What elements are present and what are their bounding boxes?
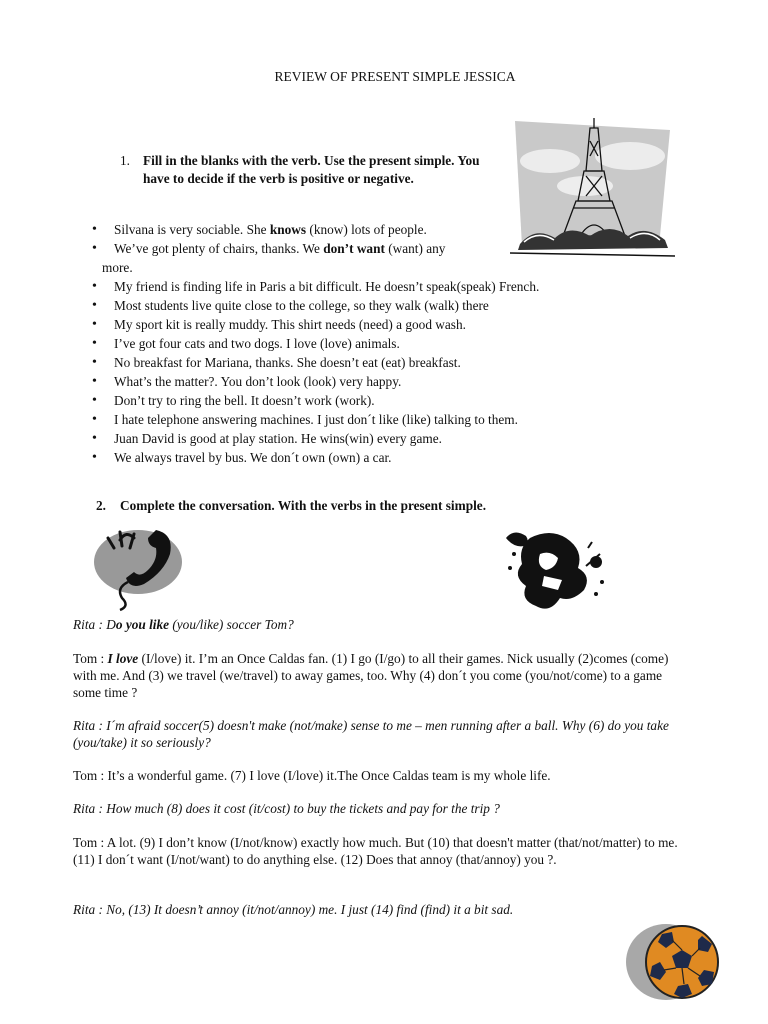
list-item: • We always travel by bus. We don´t own (own) a car.	[90, 448, 650, 467]
dialogue-line-rita-2: Rita : I´m afraid soccer(5) doesn't make (not/make) sense to me – men running after a ball. Why (6) do you take (you/take) it so seriously?	[73, 718, 669, 750]
dialogue-line-tom-1: Tom : I love (I/love) it. I’m an Once Caldas fan. (1) I go (I/go) to all their games. Nick usually (2)comes (come) with me. And (3) we travel (we/travel) to away games, too. Why (4) don´t you come (you/not/come) to a game some time ?	[73, 651, 669, 700]
dialogue-line-tom-3: Tom : A lot. (9) I don’t know (I/not/know) exactly how much. But (10) that doesn't matter (that/not/matter) to me. (11) I don´t want (I/not/want) to do anything else. (12) Does that annoy (that/annoy) you ?.	[73, 835, 678, 867]
telephone-image	[86, 520, 186, 612]
list-item: • My friend is finding life in Paris a bit difficult. He doesn’t speak(speak) French.	[90, 277, 650, 296]
list-item: • My sport kit is really muddy. This shirt needs (need) a good wash.	[90, 315, 650, 334]
exercise-1-list	[90, 220, 650, 467]
dialogue-line-rita-4: Rita : No, (13) It doesn’t annoy (it/not/annoy) me. I just (14) find (find) it a bit sad.	[73, 902, 514, 917]
dialogue-line-rita-3: Rita : How much (8) does it cost (it/cost) to buy the tickets and pay for the trip ?	[73, 801, 500, 816]
list-item: • Don’t try to ring the bell. It doesn’t work (work).	[90, 391, 650, 410]
dialogue-line-tom-2: Tom : It’s a wonderful game. (7) I love (I/love) it.The Once Caldas team is my whole life.	[73, 768, 551, 783]
dialogue-line-rita-1: Rita : Do you like (you/like) soccer Tom?	[73, 617, 294, 632]
list-item: • No breakfast for Mariana, thanks. She doesn’t eat (eat) breakfast.	[90, 353, 650, 372]
list-item: • Juan David is good at play station. He wins(win) every game.	[90, 429, 650, 448]
list-item: • Silvana is very sociable. She knows (know) lots of people.	[90, 220, 650, 239]
soccer-ball-image	[622, 922, 722, 1002]
list-item: • What’s the matter?. You don’t look (look) very happy.	[90, 372, 650, 391]
list-item: • We’ve got plenty of chairs, thanks. We don’t want (want) any more.	[90, 239, 494, 277]
exercise-1-number: 1.	[120, 153, 130, 168]
page-title: REVIEW OF PRESENT SIMPLE JESSICA	[274, 69, 516, 84]
list-item: • Most students live quite close to the college, so they walk (walk) there	[90, 296, 650, 315]
exercise-2-instruction: 2. Complete the conversation. With the verbs in the present simple.	[96, 498, 487, 513]
list-item: • I hate telephone answering machines. I just don´t like (like) talking to them.	[90, 410, 650, 429]
list-item: • I’ve got four cats and two dogs. I love (love) animals.	[90, 334, 650, 353]
dancer-image	[500, 524, 612, 620]
exercise-1-instruction: 1. Fill in the blanks with the verb. Use the present simple. You have to decide if the verb is positive or negative.	[120, 153, 480, 186]
